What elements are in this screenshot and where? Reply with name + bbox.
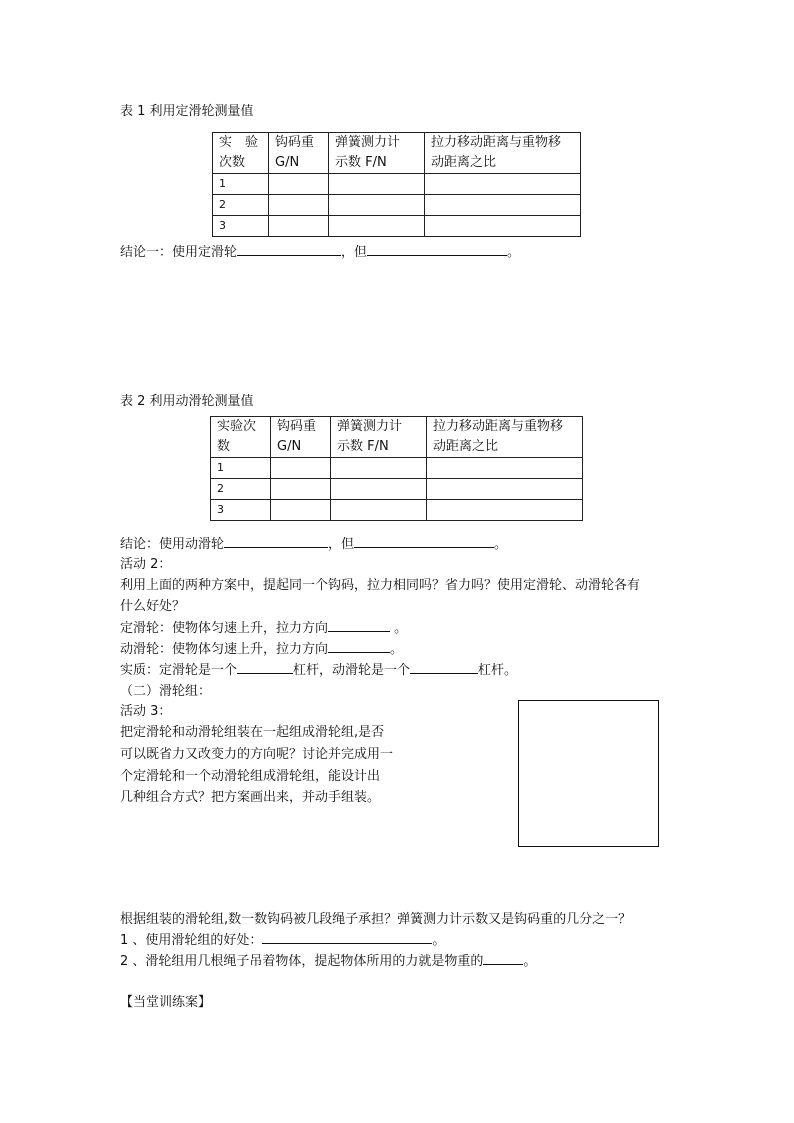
table1-row-number: 3 <box>213 216 269 237</box>
fixed-pulley-prefix: 定滑轮：使物体匀速上升，拉力方向 <box>120 621 329 636</box>
conclusion1 <box>120 243 520 263</box>
table2-cell[interactable] <box>427 500 583 521</box>
table1-header-trial: 实 验 次数 <box>213 133 269 174</box>
conclusion1-blank-a[interactable] <box>237 243 341 256</box>
essence-line <box>120 661 517 681</box>
essence-mid: 杠杆，动滑轮是一个 <box>293 663 411 678</box>
item1-prefix: 1 、使用滑轮组的好处： <box>120 933 263 948</box>
table2-cell[interactable] <box>271 479 331 500</box>
essence-blank-a[interactable] <box>237 661 293 674</box>
conclusion2-prefix: 结论：使用动滑轮 <box>120 537 225 552</box>
table1 <box>212 132 581 237</box>
activity3-text-line2: 可以既省力又改变力的方向呢？讨论并完成用一 <box>120 747 394 762</box>
movable-pulley-line <box>120 640 403 660</box>
fixed-pulley-blank[interactable] <box>328 619 390 632</box>
table2-header-trial: 实验次 数 <box>211 417 271 458</box>
fixed-pulley-end: 。 <box>390 621 408 636</box>
table2-cell[interactable] <box>427 458 583 479</box>
table-row <box>213 195 581 216</box>
activity2-question-line1: 利用上面的两种方案中，提起同一个钩码，拉力相同吗？省力吗？使用定滑轮、动滑轮各有 <box>120 578 641 593</box>
conclusion2-end: 。 <box>494 537 508 552</box>
movable-pulley-prefix: 动滑轮：使物体匀速上升，拉力方向 <box>120 642 329 657</box>
conclusion1-end: 。 <box>507 245 521 260</box>
movable-pulley-blank[interactable] <box>328 640 390 653</box>
item2-line <box>120 952 536 972</box>
item1-end: 。 <box>432 933 446 948</box>
activity3-title: 活动 3： <box>120 704 172 719</box>
table-row <box>213 174 581 195</box>
table1-cell[interactable] <box>425 174 581 195</box>
activity3-text-line3: 个定滑轮和一个动滑轮组成滑轮组，能设计出 <box>120 769 381 784</box>
table1-header-row <box>213 133 581 174</box>
activity2-title: 活动 2： <box>120 557 172 572</box>
table2-cell[interactable] <box>331 500 427 521</box>
table2-caption: 表 2 利用动滑轮测量值 <box>120 394 254 409</box>
table1-cell[interactable] <box>425 195 581 216</box>
table-row <box>211 479 583 500</box>
conclusion2-middle: ，但 <box>328 537 355 552</box>
table2-row-number: 2 <box>211 479 271 500</box>
table2-cell[interactable] <box>331 479 427 500</box>
item1-blank[interactable] <box>262 931 432 944</box>
table2-header-row <box>211 417 583 458</box>
table2-cell[interactable] <box>271 458 331 479</box>
table1-cell[interactable] <box>269 174 329 195</box>
essence-prefix: 实质：定滑轮是一个 <box>120 663 238 678</box>
table1-cell[interactable] <box>425 216 581 237</box>
table1-header-ratio: 拉力移动距离与重物移 动距离之比 <box>425 133 581 174</box>
drawing-box[interactable] <box>518 700 659 847</box>
conclusion1-prefix: 结论一：使用定滑轮 <box>120 245 238 260</box>
table1-row-number: 1 <box>213 174 269 195</box>
item2-prefix: 2 、滑轮组用几根绳子吊着物体，提起物体所用的力就是物重的 <box>120 954 484 969</box>
activity2-question-line2: 什么好处？ <box>120 599 186 614</box>
table1-cell[interactable] <box>329 216 425 237</box>
table1-cell[interactable] <box>329 195 425 216</box>
table1-cell[interactable] <box>269 195 329 216</box>
table2-cell[interactable] <box>427 479 583 500</box>
table1-row-number: 2 <box>213 195 269 216</box>
table2-header-ratio: 拉力移动距离与重物移 动距离之比 <box>427 417 583 458</box>
fixed-pulley-line <box>120 619 407 639</box>
essence-blank-b[interactable] <box>410 661 478 674</box>
table2-row-number: 1 <box>211 458 271 479</box>
table2 <box>210 416 583 521</box>
table2-row-number: 3 <box>211 500 271 521</box>
table-row <box>211 458 583 479</box>
table1-cell[interactable] <box>329 174 425 195</box>
practice-title: 【当堂训练案】 <box>120 995 212 1010</box>
conclusion2-blank-a[interactable] <box>224 535 328 548</box>
section2-title: （二）滑轮组： <box>120 684 212 699</box>
conclusion2 <box>120 535 507 555</box>
table-row <box>211 500 583 521</box>
table2-header-weight: 钩码重 G/N <box>271 417 331 458</box>
table2-cell[interactable] <box>331 458 427 479</box>
table1-cell[interactable] <box>269 216 329 237</box>
table1-caption: 表 1 利用定滑轮测量值 <box>120 104 254 119</box>
item1-line <box>120 931 445 951</box>
activity3-text-line4: 几种组合方式？把方案画出来，并动手组装。 <box>120 790 381 805</box>
table1-header-weight: 钩码重 G/N <box>269 133 329 174</box>
conclusion2-blank-b[interactable] <box>354 535 494 548</box>
table-row <box>213 216 581 237</box>
essence-end: 杠杆。 <box>478 663 518 678</box>
movable-pulley-end: 。 <box>390 642 404 657</box>
activity3-text-line1: 把定滑轮和动滑轮组装在一起组成滑轮组,是否 <box>120 725 385 740</box>
item2-end: 。 <box>523 954 537 969</box>
pulley-group-question: 根据组装的滑轮组,数一数钩码被几段绳子承担？弹簧测力计示数又是钩码重的几分之一？ <box>120 912 632 927</box>
conclusion1-middle: ，但 <box>341 245 368 260</box>
table2-cell[interactable] <box>271 500 331 521</box>
item2-blank[interactable] <box>483 952 523 965</box>
table2-header-force: 弹簧测力计 示数 F/N <box>331 417 427 458</box>
table1-header-force: 弹簧测力计 示数 F/N <box>329 133 425 174</box>
conclusion1-blank-b[interactable] <box>367 243 507 256</box>
